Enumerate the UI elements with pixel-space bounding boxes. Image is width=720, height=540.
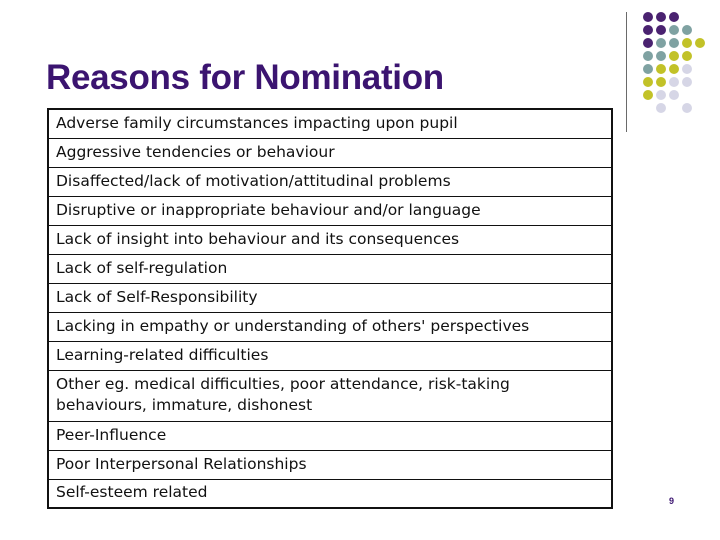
reason-cell: Aggressive tendencies or behaviour (48, 138, 612, 167)
decor-dot (682, 38, 692, 48)
reason-cell: Peer-Influence (48, 421, 612, 450)
decor-dot (682, 103, 692, 113)
table-row (48, 254, 612, 283)
decor-dot (682, 64, 692, 74)
decor-dot (669, 12, 679, 22)
table-row (48, 479, 612, 508)
reason-cell: Lack of insight into behaviour and its consequences (48, 225, 612, 254)
decor-dot (656, 77, 666, 87)
decor-dot (669, 38, 679, 48)
decor-dot (656, 25, 666, 35)
decor-dot (669, 51, 679, 61)
reason-cell: Poor Interpersonal Relationships (48, 450, 612, 479)
table-row (48, 283, 612, 312)
slide-title: Reasons for Nomination (46, 58, 444, 97)
decor-dot (682, 25, 692, 35)
decor-dot (695, 38, 705, 48)
table-row (48, 312, 612, 341)
decor-dot (669, 64, 679, 74)
decor-dot (656, 90, 666, 100)
decor-dot (682, 51, 692, 61)
reason-cell: Lack of self-regulation (48, 254, 612, 283)
table-row (48, 341, 612, 370)
decor-dot (682, 77, 692, 87)
table-row (48, 450, 612, 479)
decor-dot (643, 51, 653, 61)
reason-cell: Disruptive or inappropriate behaviour and/or language (48, 196, 612, 225)
table-row (48, 370, 612, 421)
reason-cell: Other eg. medical difficulties, poor attendance, risk-taking behaviours, immature, dishonest (48, 370, 612, 421)
reasons-table (47, 108, 613, 509)
table-row (48, 225, 612, 254)
decor-dot (656, 38, 666, 48)
divider-line (626, 12, 627, 132)
reason-cell: Self-esteem related (48, 479, 612, 508)
decor-dot (643, 64, 653, 74)
decor-dot (643, 25, 653, 35)
decor-dot (656, 51, 666, 61)
table-row (48, 109, 612, 138)
decor-dot (669, 90, 679, 100)
reason-cell: Learning-related difficulties (48, 341, 612, 370)
decor-dot (643, 90, 653, 100)
reason-cell: Disaffected/lack of motivation/attitudinal problems (48, 167, 612, 196)
decor-dot (643, 77, 653, 87)
table-row (48, 167, 612, 196)
decor-dot (656, 103, 666, 113)
table-row (48, 138, 612, 167)
table-row (48, 421, 612, 450)
table-row (48, 196, 612, 225)
reason-cell: Adverse family circumstances impacting upon pupil (48, 109, 612, 138)
page-number: 9 (669, 496, 675, 506)
reason-cell: Lacking in empathy or understanding of others' perspectives (48, 312, 612, 341)
reason-cell: Lack of Self-Responsibility (48, 283, 612, 312)
decor-dot (656, 12, 666, 22)
decor-dot (643, 38, 653, 48)
decor-dot (643, 12, 653, 22)
decor-dot (656, 64, 666, 74)
decor-dot (669, 77, 679, 87)
decor-dot (669, 25, 679, 35)
